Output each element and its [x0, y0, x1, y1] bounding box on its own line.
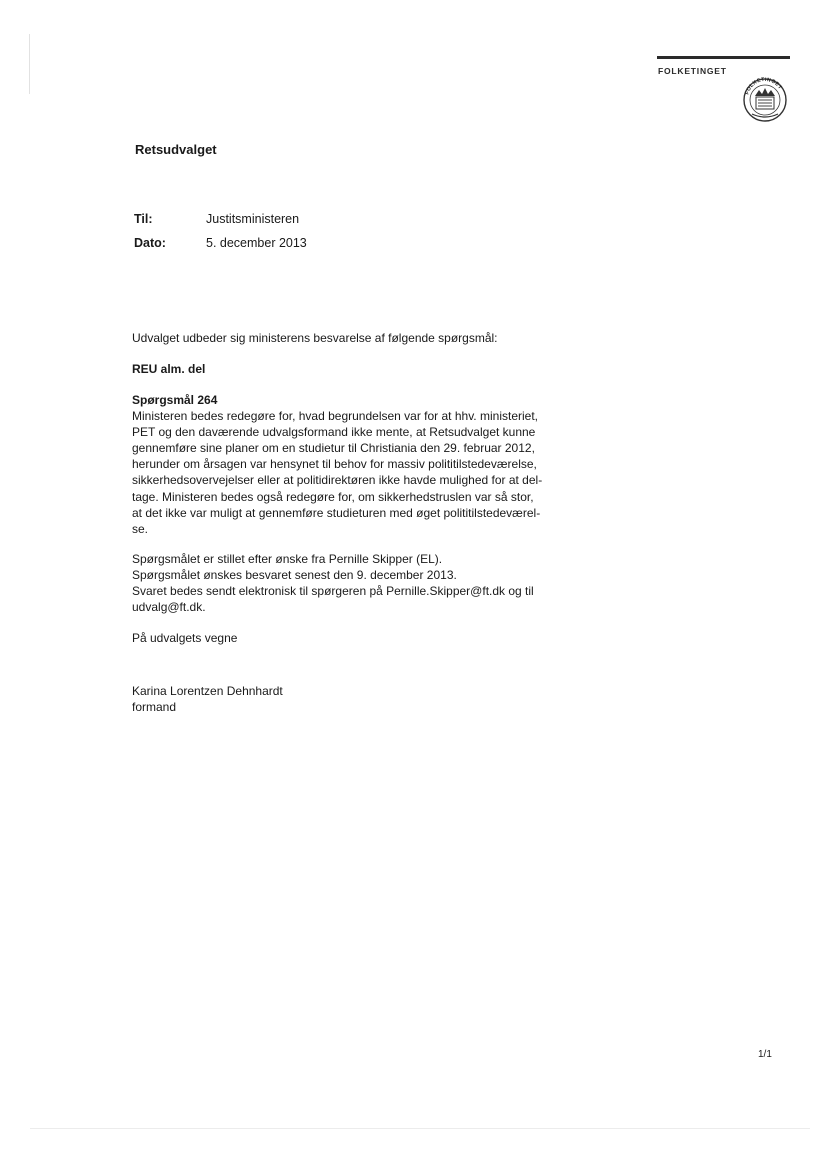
page-number: 1/1 [758, 1049, 772, 1060]
question-title: Spørgsmål 264 [132, 393, 218, 407]
question-line: at det ikke var muligt at gennemføre studieturen med øget polititilstedeværel- [132, 505, 541, 520]
info-line: udvalg@ft.dk. [132, 600, 206, 615]
question-line: tage. Ministeren bedes også redegøre for, om sikkerhedstruslen var så stor, [132, 489, 534, 504]
reference: REU alm. del [132, 362, 206, 376]
closing: På udvalgets vegne [132, 631, 238, 645]
scan-edge-mark [29, 34, 30, 94]
folketinget-seal-icon [740, 76, 790, 122]
question-line: PET og den daværende udvalgsformand ikke mente, at Retsudvalget kunne [132, 425, 536, 440]
info-line: Spørgsmålet er stillet efter ønske fra Pernille Skipper (EL). [132, 552, 443, 566]
signer-name: Karina Lorentzen Dehnhardt [132, 684, 283, 698]
question-line: gennemføre sine planer om en studietur til Christiania den 29. februar 2012, [132, 441, 535, 456]
info-block [132, 551, 582, 615]
committee-name: Retsudvalget [135, 142, 217, 157]
intro-text: Udvalget udbeder sig ministerens besvarelse af følgende spørgsmål: [132, 331, 498, 345]
to-label: Til: [134, 212, 153, 226]
signer-title: formand [132, 700, 177, 715]
question-line: sikkerhedsovervejelser eller at politidirektøren ikke havde mulighed for at del- [132, 473, 543, 488]
footer-rule [30, 1128, 810, 1129]
question-line: Ministeren bedes redegøre for, hvad begrundelsen var for at hhv. ministeriet, [132, 409, 538, 424]
info-line: Svaret bedes sendt elektronisk til spørgeren på Pernille.Skipper@ft.dk og til [132, 584, 534, 599]
info-line: Spørgsmålet ønskes besvaret senest den 9. december 2013. [132, 568, 457, 583]
date-label: Dato: [134, 236, 166, 250]
question-line: herunder om årsagen var hensynet til behov for massiv polititilstedeværelse, [132, 457, 537, 472]
date-value: 5. december 2013 [206, 236, 307, 250]
question-line: se. [132, 521, 149, 536]
question-block [132, 392, 582, 537]
header-rule [657, 56, 790, 59]
org-name: FOLKETINGET [658, 66, 727, 76]
signature-block [132, 683, 582, 715]
to-value: Justitsministeren [206, 212, 300, 226]
seal-text: FOLKETINGET [744, 76, 784, 96]
